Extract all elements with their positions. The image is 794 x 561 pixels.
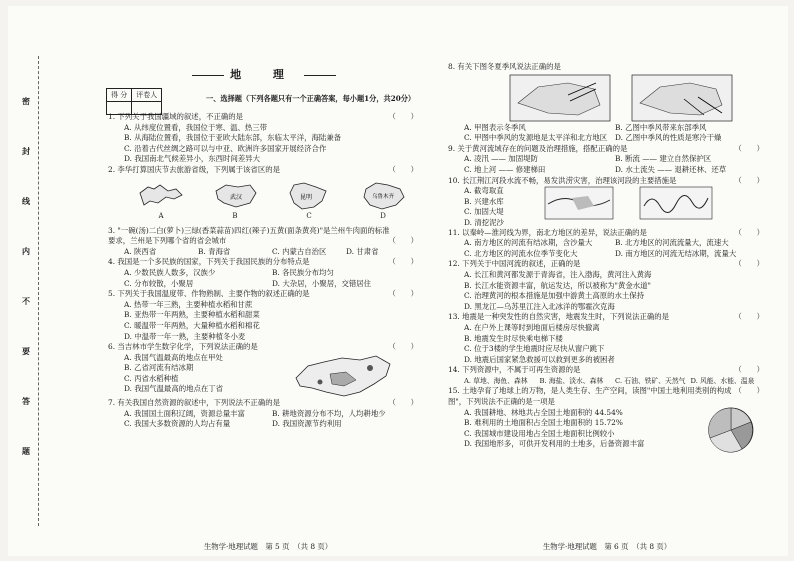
option[interactable]: D. 甘肃省	[346, 246, 379, 256]
option[interactable]: A. 我国耕地、林地共占全国土地面积的 44.54%	[464, 407, 623, 417]
page-6	[448, 62, 766, 450]
province-outline-icon	[360, 181, 406, 211]
option[interactable]: B. 断流 —— 建立自然保护区	[615, 154, 712, 164]
option[interactable]: B. 乙省河流有结冰期	[124, 363, 194, 373]
land-use-pie-icon	[698, 404, 764, 456]
svg-text:武汉: 武汉	[230, 193, 243, 201]
province-outline-icon	[212, 181, 258, 211]
option[interactable]: D. 我国地形多，可供开发利用的土地多，后备资源丰富	[464, 439, 645, 449]
option[interactable]: D. 大杂居，小聚居，交错居住	[272, 278, 372, 288]
province-outline-icon	[138, 181, 184, 211]
option[interactable]: B. 兴建水库	[464, 196, 504, 206]
option[interactable]: C. 石油、铁矿、天然气	[615, 376, 686, 385]
option[interactable]: D. 乙图中季风的性质是寒冷干燥	[615, 133, 722, 143]
map-option-a[interactable]: A	[138, 181, 184, 222]
question-4: 4. 我国是一个多民族的国家，下列关于我国民族的分布特点是 （ ） A. 少数民族人数多，汉族少 B. 各民族分布均匀 C. 分布较散，小聚居 D. 大杂居，小聚居，交错居住	[108, 257, 418, 288]
monsoon-maps-icon	[508, 73, 738, 123]
option[interactable]: C. 治理黄河的根本措施是加强中游黄土高原的水土保持	[464, 291, 645, 301]
seal-char: 线	[22, 196, 30, 206]
option[interactable]: B. 长江水能资源丰富，航运发达，所以被称为"黄金水道"	[464, 280, 651, 290]
option[interactable]: C. 暖温带一年两熟，大量种植水稻和棉花	[124, 320, 260, 330]
option[interactable]: B. 亚热带一年两熟，主要种植水稻和甜菜	[124, 310, 260, 320]
option[interactable]: D. 南方地区的河流无结冰期，流量大	[615, 248, 737, 258]
option[interactable]: B. 从海陆位置看，我国位于亚欧大陆东部，东临太平洋，海陆兼备	[124, 133, 342, 143]
option[interactable]: C. 地上河 —— 修建梯田	[464, 164, 546, 174]
question-13: 13. 地震是一种突发性的自然灾害，地震发生时，下列说法正确的是 （ ） A. 在户外上课等时到地面后楼房尽快撤离 B. 地震发生时尽快乘电梯下楼 C. 位于3楼的学生地震时应尽快从窗户跳下 D. 地震后国家紧急救援可以救到更多的被困者	[448, 312, 764, 364]
option[interactable]: C. 内蒙古自治区	[272, 246, 327, 256]
option[interactable]: A. 长江和黄河都发源于青海省，注入渤海，黄河注入黄海	[464, 269, 652, 279]
option[interactable]: A. 少数民族人数多，汉族少	[124, 267, 216, 277]
province-maps	[108, 176, 420, 222]
option[interactable]: B. 青海省	[198, 246, 231, 256]
province-outline-icon	[286, 181, 332, 211]
option[interactable]: A. 截弯取直	[464, 186, 504, 196]
option[interactable]: A. 我国气温最高的地点在甲处	[124, 352, 223, 362]
option[interactable]: A. 热带一年三熟，主要种植水稻和甘蔗	[124, 299, 253, 309]
option[interactable]: C. 我国城市建设用地占全国土地面积比例较小	[464, 428, 615, 438]
option[interactable]: C. 甲图中季风的发源地是太平洋和北方地区	[464, 133, 608, 143]
exam-sheet	[8, 6, 788, 556]
option[interactable]: B. 各民族分布均匀	[272, 267, 334, 277]
option[interactable]: B. 乙图中季风带来东部季风	[615, 122, 707, 132]
river-map-icon	[544, 186, 714, 220]
option[interactable]: A. 我国国土面积辽阔，资源总量丰富	[124, 408, 245, 418]
option[interactable]: D. 我国南北气候差异小，东西时间差异大	[124, 154, 261, 164]
seal-char: 封	[22, 146, 30, 156]
option[interactable]: C. 沿着古代丝绸之路可以与中亚、欧洲许多国家开展经济合作	[124, 143, 327, 153]
option[interactable]: B. 难利用的土地面积占全国土地面积的 15.72%	[464, 418, 623, 428]
option[interactable]: D. 风能、水能、温泉	[690, 376, 755, 385]
map-option-d[interactable]: 乌鲁木齐 D	[360, 181, 406, 222]
svg-text:乌鲁木齐: 乌鲁木齐	[372, 193, 395, 200]
china-map-icon	[290, 354, 400, 400]
seal-char: 密	[22, 96, 30, 106]
seal-char: 内	[22, 246, 30, 256]
question-14: 14. 下列资源中，不属于可再生资源的是 （ ） A. 草地、海鱼、森林 B. 海盐、淡水、森林 C. 石油、铁矿、天然气 D. 风能、水能、温泉	[448, 365, 764, 385]
question-1: 1. 下列关于我国疆域的叙述，不正确的是 （ ） A. 从纬度位置看，我国位于寒、温、热三带 B. 从海陆位置看，我国位于亚欧大陆东部，东临太平洋，海陆兼备 C. 沿着古代丝绸之路可以与中亚、欧洲许多国家开展经济合作 D. 我国南北气候差异小，东西时间差异大	[108, 112, 418, 164]
option[interactable]: C. 我国大多数资源的人均占有量	[124, 419, 231, 429]
question-3: 3. "一碗(汤)二白(萝卜)三绿(香菜蒜苗)四红(辣子)五黄(面条黄亮)"是兰州牛肉面的标准要求，兰州是下列哪个省的省会城市 （ ） A. 陕西省 B. 青海省 C. 内蒙古自治区 D. 甘肃省	[108, 225, 418, 256]
option[interactable]: C. 位于3楼的学生地震时应尽快从窗户跳下	[464, 344, 605, 354]
option[interactable]: B. 海盐、淡水、森林	[539, 376, 604, 385]
seal-column	[22, 96, 36, 496]
option[interactable]: D. 水土流失 —— 退耕还林、还草	[615, 164, 727, 174]
svg-text:昆明: 昆明	[300, 193, 313, 201]
option[interactable]: C. 分布较散，小聚居	[124, 278, 194, 288]
question-8: 8. 有关下图冬夏季风说法正确的是 A. 甲图表示冬季风 B. 乙图中季风带来东部季风 C. 甲图中季风的发源地是太平洋和北方地区 D. 乙图中季风的性质是寒冷干燥	[448, 62, 766, 144]
option[interactable]: A. 草地、海鱼、森林	[464, 376, 528, 385]
page-footer-right: 生物学·地理试题 第 6 页 （共 8 页）	[542, 542, 672, 551]
map-option-b[interactable]: 武汉 B	[212, 181, 258, 222]
page-5	[108, 6, 420, 430]
question-10: 10. 长江荆江河段水流不畅，易发洪涝灾害，治理该河段的主要措施是 （ ） A. 截弯取直 B. 兴建水库 C. 加固大堤 D. 清挖泥沙	[448, 175, 764, 227]
question-11: 11. 以秦岭—淮河线为界，南北方地区的差异，说法正确的是 （ ） A. 南方地区的河流有结冰期，含沙量大 B. 北方地区的河流流量大，流速大 C. 北方地区的河流水位季节变化大 D. 南方地区的河流无结冰期，流量大	[448, 227, 764, 258]
option[interactable]: C. 北方地区的河流水位季节变化大	[464, 248, 578, 258]
option[interactable]: C. 丙省水稻种植	[124, 373, 179, 383]
option[interactable]: A. 陕西省	[124, 246, 157, 256]
page-title: 地 理	[108, 66, 420, 82]
option[interactable]: D. 黑龙江—乌苏里江注入北冰洋的鄂霍次克海	[464, 301, 615, 311]
option[interactable]: D. 我国资源节约利用	[272, 419, 342, 429]
option[interactable]: B. 地震发生时尽快乘电梯下楼	[464, 333, 563, 343]
option[interactable]: A. 南方地区的河流有结冰期，含沙量大	[464, 238, 593, 248]
question-2: 2. 李华打算国庆节去旅游省级，下列属于该省区的是 （ ） A 武汉 B 昆明 C 乌鲁木齐 D	[108, 164, 418, 220]
question-6: 6. 当吉林市学生数字化学，下列说法正确的是 （ ） A. 我国气温最高的地点在甲处 B. 乙省河流有结冰期 C. 丙省水稻种植 D. 我国气温最高的地点在丁省	[108, 342, 420, 398]
option[interactable]: A. 甲图表示冬季风	[464, 122, 526, 132]
option[interactable]: D. 地震后国家紧急救援可以救到更多的被困者	[464, 354, 615, 364]
question-15: 15. 土地孕育了地球上的万物，是人类生存、生产空间，读图"中国土地利用类别的构成图"，下列说法不正确的是一项是 （ ） A. 我国耕地、林地共占全国土地面积的 44.54% B. 难利用的土地面积占全国土地面积的 15.72% C. 我国城市建设用地占全国土地面积比例较小 D. 我国地形多，可供开发利用的土地多，后备资源丰富	[448, 386, 766, 450]
option[interactable]: A. 在户外上课等时到地面后楼房尽快撤离	[464, 322, 600, 332]
page-footer-left: 生物学·地理试题 第 5 页 （共 8 页）	[203, 542, 333, 551]
option[interactable]: A. 凌汛 —— 加固堤防	[464, 154, 538, 164]
option[interactable]: C. 加固大堤	[464, 207, 504, 217]
question-5: 5. 下列关于我国温度带、作物熟制、主要作物的叙述正确的是 （ ） A. 热带一年三熟，主要种植水稻和甘蔗 B. 亚热带一年两熟，主要种植水稻和甜菜 C. 暖温带一年两熟，大量种植水稻和棉花 D. 中温带一年一熟，主要种植冬小麦	[108, 289, 418, 341]
option[interactable]: D. 中温带一年一熟，主要种植冬小麦	[124, 331, 246, 341]
option[interactable]: B. 北方地区的河流流量大，流速大	[615, 238, 729, 248]
seal-char: 题	[22, 446, 30, 456]
seal-dashed-line	[38, 56, 39, 526]
section-heading: 一、选择题（下列各题只有一个正确答案，每小题1分，共20分）	[206, 94, 416, 103]
question-7: 7. 有关我国自然资源的叙述中，下列说法不正确的是 （ ） A. 我国国土面积辽阔，资源总量丰富 B. 耕地资源分布不均，人均耕地少 C. 我国大多数资源的人均占有量 D. 我国资源节约利用	[108, 398, 418, 429]
option[interactable]: D. 我国气温最高的地点在丁省	[124, 384, 224, 394]
option[interactable]: D. 清挖泥沙	[464, 217, 504, 227]
option[interactable]: A. 从纬度位置看，我国位于寒、温、热三带	[124, 122, 268, 132]
question-12: 12. 下列关于中国河流的叙述，正确的是 （ ） A. 长江和黄河都发源于青海省，注入渤海，黄河注入黄海 B. 长江水能资源丰富，航运发达，所以被称为"黄金水道" C. 治理黄河的根本措施是加强中游黄土高原的水土保持 D. 黑龙江—乌苏里江注入北冰洋的鄂霍次克海	[448, 259, 764, 311]
seal-char: 答	[22, 396, 30, 406]
seal-char: 要	[22, 346, 30, 356]
option[interactable]: B. 耕地资源分布不均，人均耕地少	[272, 408, 386, 418]
seal-char: 不	[22, 296, 30, 306]
map-option-c[interactable]: 昆明 C	[286, 181, 332, 222]
score-box: 得 分 评卷人	[106, 88, 162, 115]
question-9: 9. 关于黄河流域存在的问题及治理措施，搭配正确的是 （ ） A. 凌汛 —— 加固堤防 B. 断流 —— 建立自然保护区 C. 地上河 —— 修建梯田 D. 水土流失 —— 退耕还林、还草	[448, 143, 764, 174]
